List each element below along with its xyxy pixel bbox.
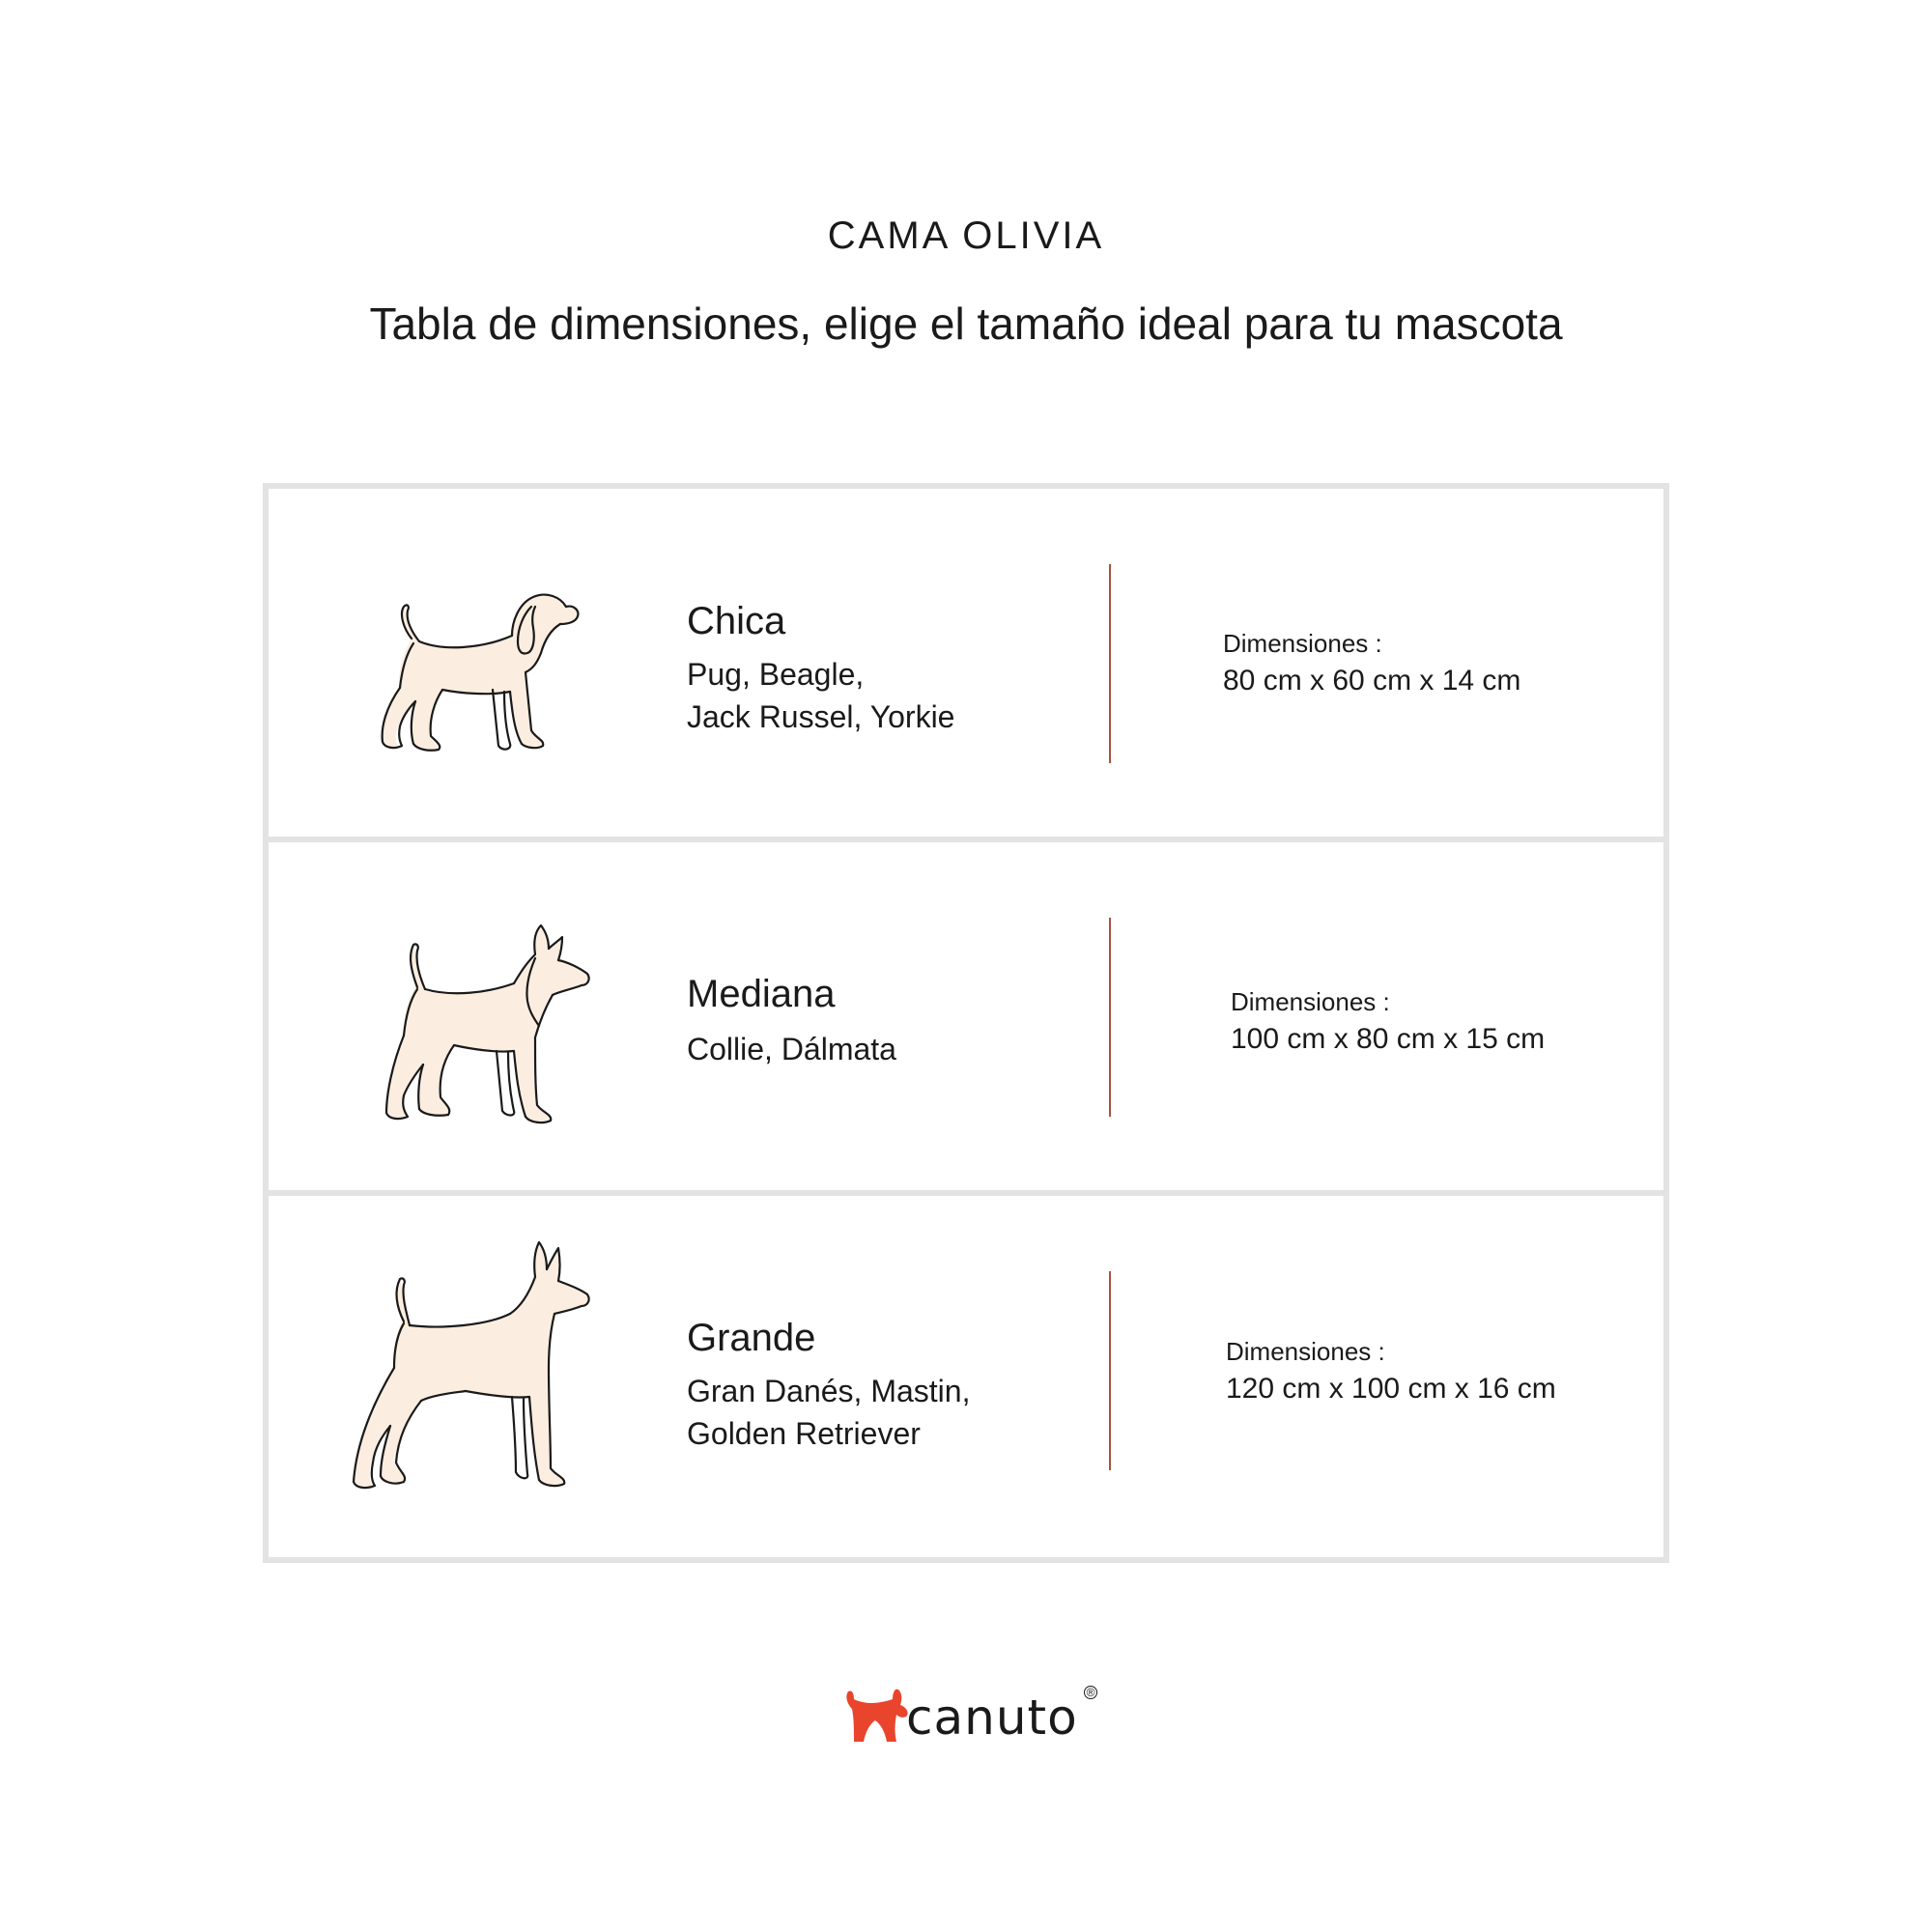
dimensions-value: 120 cm x 100 cm x 16 cm [1226, 1373, 1556, 1405]
breed-list [687, 653, 954, 738]
small-dog-icon [307, 508, 636, 817]
column-divider [1109, 918, 1111, 1117]
dimensions-label: Dimensiones : [1223, 629, 1382, 658]
size-name: Chica [687, 600, 786, 642]
breed-line: Pug, Beagle, [687, 657, 865, 692]
breed-list [687, 1028, 896, 1070]
breed-list [687, 1370, 970, 1455]
canuto-dog-logo-icon [842, 1686, 910, 1744]
dimensions-value: 80 cm x 60 cm x 14 cm [1223, 665, 1521, 696]
medium-dog-icon [307, 862, 636, 1171]
large-dog-icon [298, 1213, 645, 1522]
brand-logo [842, 1686, 1094, 1749]
page-subtitle: Tabla de dimensiones, elige el tamaño ideal para tu mascota [369, 298, 1563, 349]
page-title: CAMA OLIVIA [827, 214, 1105, 257]
registered-mark-icon: ® [1084, 1686, 1097, 1699]
dimensions-label: Dimensiones : [1231, 987, 1390, 1016]
breed-line: Golden Retriever [687, 1416, 921, 1451]
dimensions-label: Dimensiones : [1226, 1337, 1385, 1366]
breed-line: Gran Danés, Mastin, [687, 1374, 971, 1408]
brand-name: canuto [906, 1690, 1078, 1746]
breed-line: Collie, Dálmata [687, 1032, 896, 1066]
size-name: Grande [687, 1317, 816, 1359]
dimensions-value: 100 cm x 80 cm x 15 cm [1231, 1023, 1546, 1055]
size-table [263, 483, 1669, 1563]
column-divider [1109, 1271, 1111, 1470]
column-divider [1109, 564, 1111, 763]
size-row-grande [269, 1196, 1663, 1549]
size-row-chica [269, 489, 1663, 842]
size-row-mediana [269, 842, 1663, 1196]
size-name: Mediana [687, 973, 836, 1015]
breed-line: Jack Russel, Yorkie [687, 699, 955, 734]
